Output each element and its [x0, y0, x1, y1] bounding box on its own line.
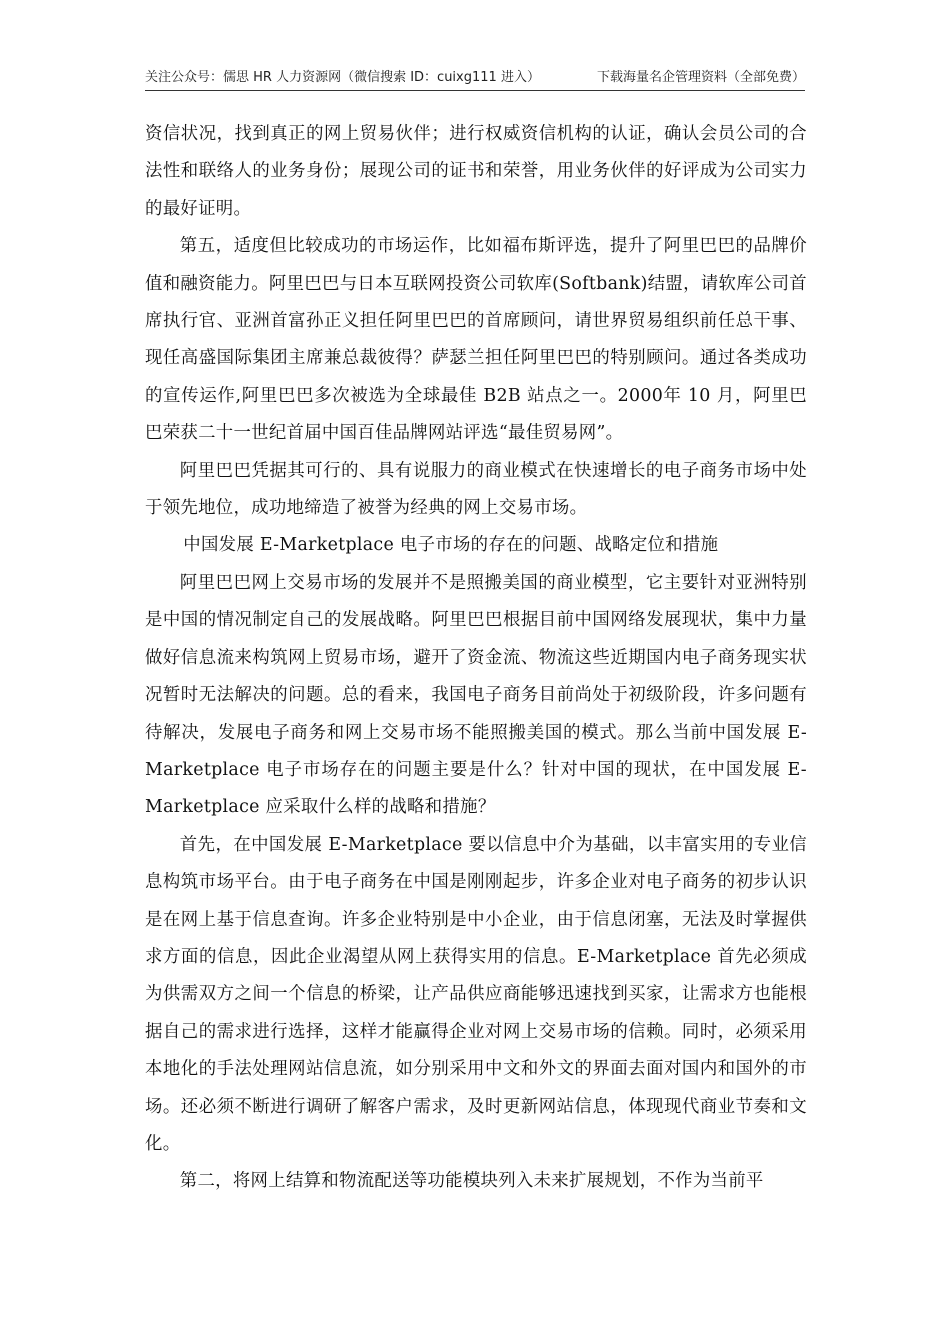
header-left-text: 关注公众号：儒思 HR 人力资源网（微信搜索 ID：cuixg111 进入）: [145, 70, 540, 85]
document-body: [145, 116, 807, 1201]
paragraph: 首先，在中国发展 E-Marketplace 要以信息中介为基础，以丰富实用的专业信息构筑市场平台。由于电子商务在中国是刚刚起步，许多企业对电子商务的初步认识是在网上基于信息查询。许多企业特别是中小企业，由于信息闭塞，无法及时掌握供求方面的信息，因此企业渴望从网上获得实用的信息。E-Marketplace 首先必须成为供需双方之间一个信息的桥梁，让产品供应商能够迅速找到买家，让需求方也能根据自己的需求进行选择，这样才能赢得企业对网上交易市场的信赖。同时，必须采用本地化的手法处理网站信息流，如分别采用中文和外文的界面去面对国内和国外的市场。还必须不断进行调研了解客户需求，及时更新网站信息，体现现代商业节奏和文化。: [145, 834, 807, 1154]
paragraph: 阿里巴巴凭据其可行的、具有说服力的商业模式在快速增长的电子商务市场中处于领先地位，成功地缔造了被誉为经典的网上交易市场。: [145, 460, 807, 519]
paragraph: 第二，将网上结算和物流配送等功能模块列入未来扩展规划，不作为当前平: [179, 1171, 764, 1192]
header-right-text: 下载海量名企管理资料（全部免费）: [596, 70, 805, 85]
paragraph: 第五，适度但比较成功的市场运作，比如福布斯评选，提升了阿里巴巴的品牌价值和融资能力。阿里巴巴与日本互联网投资公司软库(Softbank)结盟，请软库公司首席执行官、亚洲首富孙正义担任阿里巴巴的首席顾问，请世界贸易组织前任总干事、现任高盛国际集团主席兼总裁彼得？萨瑟兰担任阿里巴巴的特别顾问。通过各类成功的宣传运作,阿里巴巴多次被选为全球最佳 B2B 站点之一。2000年 10 月，阿里巴巴荣获二十一世纪首届中国百佳品牌网站评选“最佳贸易网”。: [145, 236, 807, 444]
paragraph: 阿里巴巴网上交易市场的发展并不是照搬美国的商业模型，它主要针对亚洲特别是中国的情况制定自己的发展战略。阿里巴巴根据目前中国网络发展现状，集中力量做好信息流来构筑网上贸易市场，避开了资金流、物流这些近期国内电子商务现实状况暂时无法解决的问题。总的看来，我国电子商务目前尚处于初级阶段，许多问题有待解决，发展电子商务和网上交易市场不能照搬美国的模式。那么当前中国发展 E-Marketplace 电子市场存在的问题主要是什么？针对中国的现状，在中国发展 E-Marketplace 应采取什么样的战略和措施？: [145, 572, 807, 818]
paragraph: 资信状况，找到真正的网上贸易伙伴；进行权威资信机构的认证，确认会员公司的合法性和联络人的业务身份；展现公司的证书和荣誉，用业务伙伴的好评成为公司实力的最好证明。: [145, 124, 807, 219]
page-header: [145, 66, 805, 91]
section-heading: 中国发展 E-Marketplace 电子市场的存在的问题、战略定位和措施: [183, 535, 719, 556]
